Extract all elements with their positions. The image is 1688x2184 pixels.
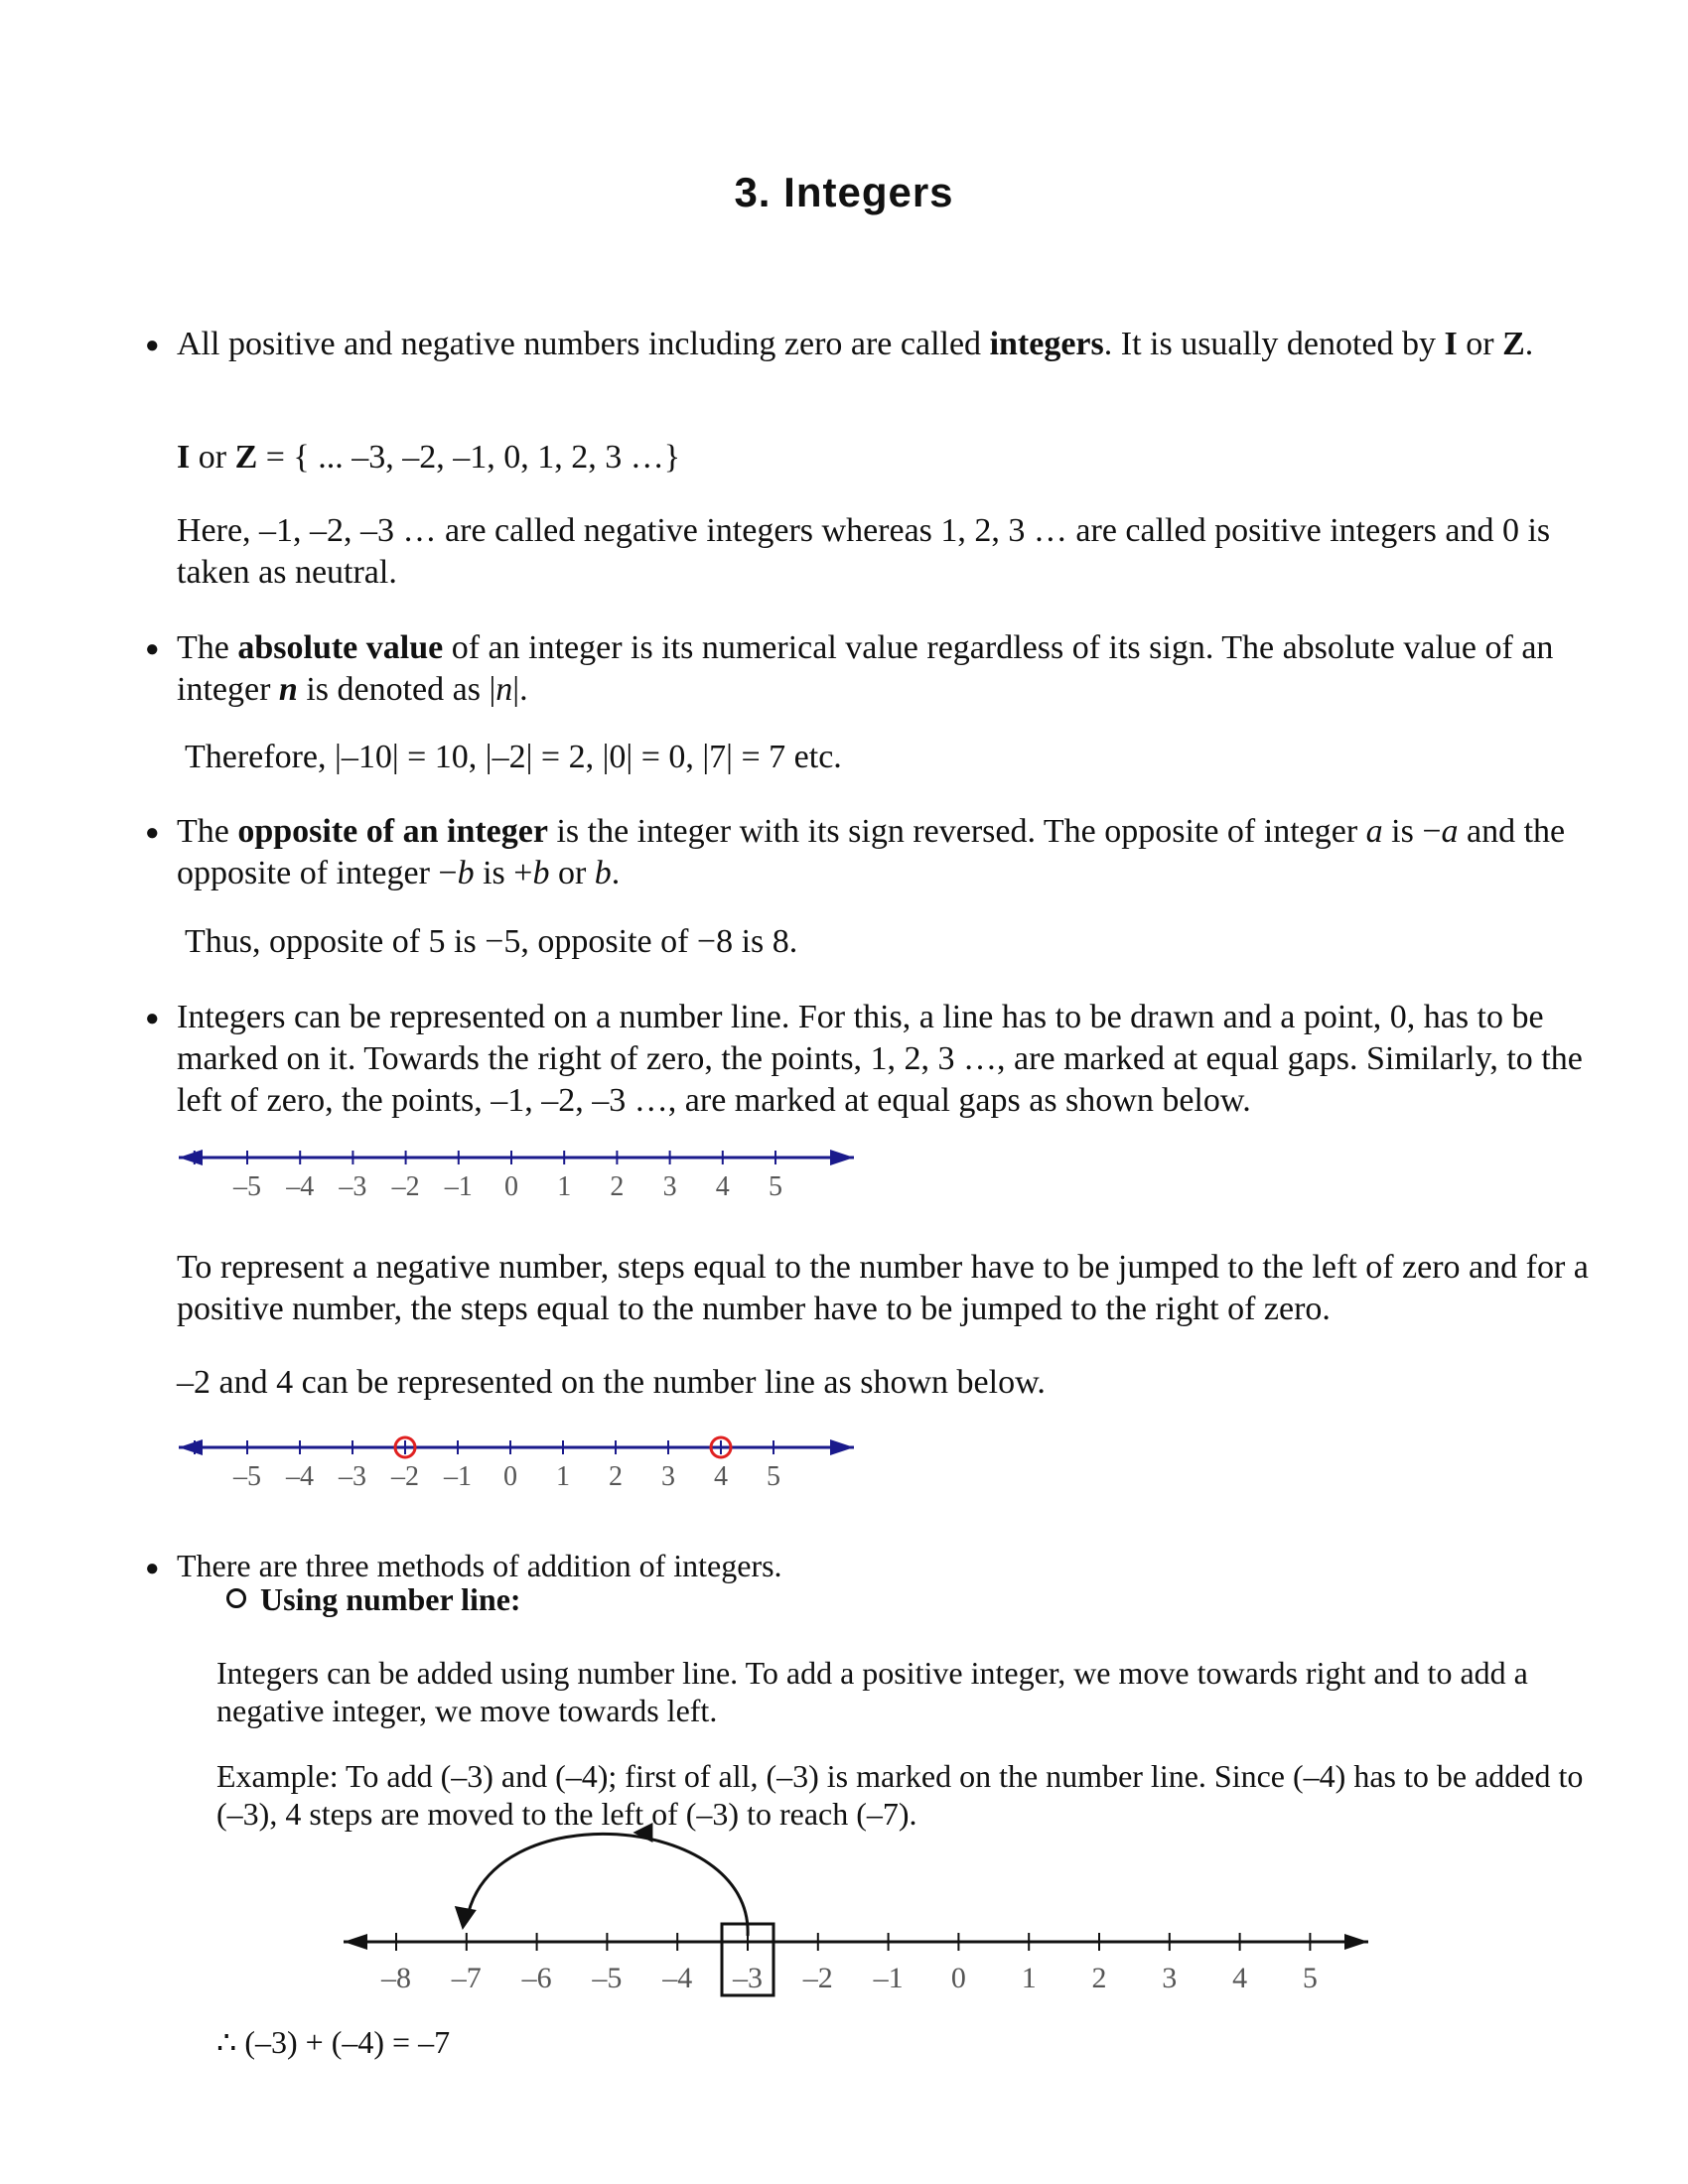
tick-label: –3	[339, 1461, 366, 1492]
tick-label: –3	[339, 1171, 367, 1202]
number-line-3	[344, 1823, 1368, 1995]
absolute-value-example: Therefore, |–10| = 10, |–2| = 2, |0| = 0, |7| = 7 etc.	[185, 739, 842, 775]
tick-label: 1	[556, 1461, 570, 1492]
integers-set: I or Z = { ... –3, –2, –1, 0, 1, 2, 3 …}	[177, 439, 681, 476]
tick-label: 5	[767, 1461, 780, 1492]
left-arrow-icon	[179, 1150, 203, 1165]
tick-label: –1	[873, 1962, 904, 1994]
sub-bullet-circle	[226, 1588, 246, 1608]
tick-label: 1	[557, 1171, 572, 1202]
number-line-2	[179, 1437, 854, 1492]
right-arrow-icon	[830, 1150, 854, 1165]
tick-label: 4	[715, 1171, 730, 1202]
bullet-dot: ●	[145, 1006, 160, 1031]
right-arrow-icon	[1344, 1934, 1368, 1950]
number-line-intro: Integers can be represented on a number line. For this, a line has to be drawn and a point, 0, has to be marked on it. Towards the right of zero, the points, 1, 2, 3 …, are marked at equal gaps. Similarly, to the left of zero, the points, –1, –2, –3 …, are marked at equal gaps as shown below.	[177, 999, 1583, 1119]
integers-note: Here, –1, –2, –3 … are called negative integers whereas 1, 2, 3 … are called positive integers and 0 is taken as neutral.	[177, 512, 1551, 591]
tick-label: 3	[662, 1171, 677, 1202]
bullet-dot: ●	[145, 820, 160, 846]
tick-label: –6	[521, 1962, 552, 1994]
tick-label: 3	[1162, 1962, 1178, 1994]
tick-label: –4	[286, 1171, 315, 1202]
tick-label: –5	[233, 1171, 261, 1202]
tick-label: 2	[1091, 1962, 1107, 1994]
bullet-dot: ●	[145, 636, 160, 662]
jump-arc	[467, 1834, 748, 1936]
page-title: 3. Integers	[734, 169, 954, 215]
tick-label: –2	[391, 1461, 419, 1492]
tick-label: 1	[1021, 1962, 1037, 1994]
absolute-value-definition: The absolute value of an integer is its numerical value regardless of its sign. The absolute value of an integer n is denoted as |n|.	[177, 629, 1554, 708]
tick-label: 2	[609, 1461, 623, 1492]
tick-label: 5	[1302, 1962, 1318, 1994]
addition-methods-intro: There are three methods of addition of integers.	[177, 1548, 782, 1583]
tick-label: –4	[662, 1962, 693, 1994]
method-heading: Using number line:	[260, 1581, 521, 1617]
left-arrow-icon	[179, 1439, 203, 1455]
tick-label: –5	[592, 1962, 623, 1994]
tick-label: –1	[444, 1461, 472, 1492]
tick-label: 0	[503, 1461, 517, 1492]
arc-arrowhead-icon	[455, 1906, 477, 1930]
tick-label: –2	[802, 1962, 833, 1994]
method-text: Integers can be added using number line. To add a positive integer, we move towards right and to add a negative integer, we move towards left.	[216, 1655, 1528, 1728]
tick-label: –5	[233, 1461, 261, 1492]
bullet-dot: ●	[145, 1556, 160, 1581]
tick-label: –3	[733, 1962, 763, 1994]
tick-label: –4	[286, 1461, 314, 1492]
tick-label: 4	[1232, 1962, 1248, 1994]
tick-label: –7	[451, 1962, 482, 1994]
tick-label: –2	[391, 1171, 420, 1202]
tick-label: 4	[714, 1461, 728, 1492]
addition-result: ∴ (–3) + (–4) = –7	[216, 2024, 451, 2060]
tick-label: –8	[381, 1962, 411, 1994]
tick-label: 2	[610, 1171, 625, 1202]
number-line-example-caption: –2 and 4 can be represented on the number line as shown below.	[177, 1364, 1046, 1401]
left-arrow-icon	[344, 1934, 367, 1950]
number-line-explanation: To represent a negative number, steps equal to the number have to be jumped to the left of zero and for a positive number, the steps equal to the number have to be jumped to the right of zero.	[177, 1249, 1589, 1327]
integers-definition: All positive and negative numbers including zero are called integers. It is usually denoted by I or Z.	[177, 326, 1534, 362]
right-arrow-icon	[830, 1439, 854, 1455]
opposite-example: Thus, opposite of 5 is −5, opposite of −8 is 8.	[185, 923, 798, 960]
tick-label: 0	[950, 1962, 966, 1994]
bullet-dot: ●	[145, 333, 160, 358]
method-example: Example: To add (–3) and (–4); first of all, (–3) is marked on the number line. Since (–4) has to be added to (–3), 4 steps are moved to the left of (–3) to reach (–7).	[216, 1758, 1584, 1832]
number-line-1	[179, 1150, 854, 1202]
opposite-definition: The opposite of an integer is the integer with its sign reversed. The opposite of integer a is −a and the opposite of integer −b is +b or b.	[177, 813, 1566, 891]
tick-label: 3	[661, 1461, 675, 1492]
tick-label: 0	[504, 1171, 518, 1202]
tick-label: 5	[769, 1171, 782, 1202]
tick-label: –1	[444, 1171, 473, 1202]
